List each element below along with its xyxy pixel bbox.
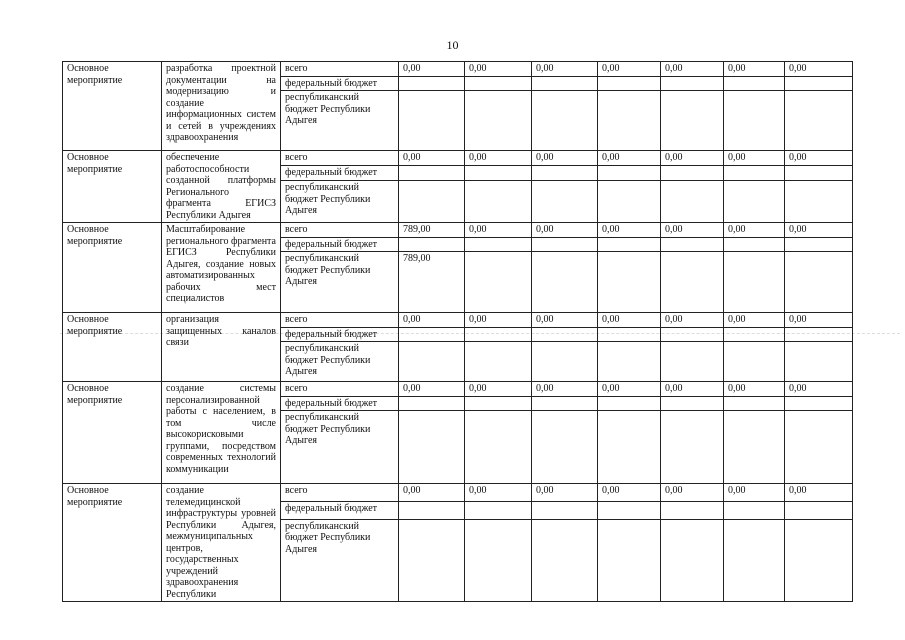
funding-source-cell: республиканский бюджет Республики Адыгея (281, 411, 399, 484)
amount-cell (465, 411, 532, 484)
description-cell: организация защищенных каналов связи (162, 313, 281, 382)
amount-cell (661, 411, 724, 484)
amount-cell: 0,00 (598, 313, 661, 328)
amount-cell (399, 91, 465, 151)
amount-cell (598, 237, 661, 252)
budget-table (62, 61, 853, 602)
amount-cell: 0,00 (399, 313, 465, 328)
amount-cell (785, 327, 853, 342)
amount-cell (465, 237, 532, 252)
description-cell: создание телемедицинской инфраструктуры уровней Республики Адыгея, межмуниципальных центров, государственных учреждений здравоохранения Республики (162, 484, 281, 602)
amount-cell: 0,00 (399, 382, 465, 397)
amount-cell: 0,00 (465, 313, 532, 328)
amount-cell (532, 252, 598, 313)
activity-cell: Основное мероприятие (63, 223, 162, 313)
funding-source-cell: федеральный бюджет (281, 396, 399, 411)
table-row (63, 223, 853, 238)
amount-cell (532, 76, 598, 91)
amount-cell (661, 396, 724, 411)
amount-cell: 0,00 (724, 382, 785, 397)
amount-cell (465, 501, 532, 519)
amount-cell: 0,00 (661, 484, 724, 502)
description-cell: обеспечение работоспособности созданной платформы Регионального фрагмента ЕГИСЗ Республики Адыгея (162, 151, 281, 223)
funding-source-cell: республиканский бюджет Республики Адыгея (281, 91, 399, 151)
amount-cell (724, 237, 785, 252)
amount-cell (661, 76, 724, 91)
amount-cell (785, 166, 853, 181)
amount-cell: 0,00 (532, 62, 598, 77)
amount-cell: 0,00 (785, 62, 853, 77)
amount-cell (785, 342, 853, 382)
amount-cell (598, 76, 661, 91)
amount-cell: 0,00 (532, 484, 598, 502)
description-cell: разработка проектной документации на модернизацию и создание информационных систем и сетей в учреждениях здравоохранения (162, 62, 281, 151)
amount-cell: 0,00 (724, 313, 785, 328)
amount-cell: 0,00 (785, 484, 853, 502)
amount-cell: 0,00 (661, 151, 724, 166)
funding-source-cell: федеральный бюджет (281, 166, 399, 181)
amount-cell (785, 76, 853, 91)
table-row (63, 313, 853, 328)
amount-cell (661, 501, 724, 519)
amount-cell (465, 396, 532, 411)
amount-cell (465, 91, 532, 151)
amount-cell (399, 501, 465, 519)
amount-cell (785, 181, 853, 223)
amount-cell (399, 237, 465, 252)
activity-cell: Основное мероприятие (63, 62, 162, 151)
amount-cell (785, 252, 853, 313)
amount-cell: 0,00 (532, 382, 598, 397)
amount-cell (661, 327, 724, 342)
amount-cell (465, 166, 532, 181)
description-cell: Масштабирование регионального фрагмента ЕГИСЗ Республики Адыгея, создание новых автоматизированных рабочих мест специалистов (162, 223, 281, 313)
amount-cell: 0,00 (598, 223, 661, 238)
amount-cell (598, 411, 661, 484)
amount-cell: 0,00 (661, 223, 724, 238)
amount-cell (465, 76, 532, 91)
amount-cell: 0,00 (465, 151, 532, 166)
funding-source-cell: республиканский бюджет Республики Адыгея (281, 519, 399, 601)
amount-cell (785, 396, 853, 411)
amount-cell (399, 166, 465, 181)
amount-cell (785, 91, 853, 151)
amount-cell (532, 501, 598, 519)
amount-cell (598, 91, 661, 151)
amount-cell (598, 519, 661, 601)
amount-cell (399, 181, 465, 223)
amount-cell: 0,00 (532, 151, 598, 166)
amount-cell: 0,00 (598, 151, 661, 166)
amount-cell: 0,00 (785, 382, 853, 397)
amount-cell (785, 411, 853, 484)
amount-cell (724, 327, 785, 342)
amount-cell (532, 411, 598, 484)
funding-source-cell: федеральный бюджет (281, 76, 399, 91)
amount-cell (399, 327, 465, 342)
amount-cell (661, 342, 724, 382)
amount-cell: 0,00 (724, 151, 785, 166)
funding-source-cell: республиканский бюджет Республики Адыгея (281, 181, 399, 223)
amount-cell (532, 181, 598, 223)
amount-cell (661, 237, 724, 252)
amount-cell (399, 396, 465, 411)
amount-cell: 0,00 (399, 151, 465, 166)
amount-cell (532, 342, 598, 382)
funding-source-cell: всего (281, 313, 399, 328)
funding-source-cell: республиканский бюджет Республики Адыгея (281, 342, 399, 382)
amount-cell (724, 252, 785, 313)
funding-source-cell: всего (281, 484, 399, 502)
amount-cell: 0,00 (661, 313, 724, 328)
activity-cell: Основное мероприятие (63, 484, 162, 602)
amount-cell: 0,00 (399, 484, 465, 502)
amount-cell: 789,00 (399, 252, 465, 313)
amount-cell (661, 519, 724, 601)
amount-cell: 0,00 (465, 382, 532, 397)
amount-cell (724, 91, 785, 151)
amount-cell (724, 411, 785, 484)
activity-cell: Основное мероприятие (63, 382, 162, 484)
amount-cell: 0,00 (598, 484, 661, 502)
amount-cell (598, 342, 661, 382)
amount-cell: 0,00 (532, 223, 598, 238)
amount-cell (724, 181, 785, 223)
amount-cell: 0,00 (724, 484, 785, 502)
amount-cell (724, 342, 785, 382)
amount-cell (598, 501, 661, 519)
amount-cell (532, 519, 598, 601)
amount-cell (661, 181, 724, 223)
amount-cell (399, 519, 465, 601)
amount-cell: 0,00 (785, 151, 853, 166)
amount-cell: 0,00 (465, 223, 532, 238)
funding-source-cell: республиканский бюджет Республики Адыгея (281, 252, 399, 313)
amount-cell: 0,00 (598, 382, 661, 397)
amount-cell (532, 396, 598, 411)
amount-cell (598, 166, 661, 181)
funding-source-cell: всего (281, 62, 399, 77)
amount-cell: 0,00 (661, 62, 724, 77)
activity-cell: Основное мероприятие (63, 151, 162, 223)
amount-cell (465, 181, 532, 223)
amount-cell: 0,00 (465, 62, 532, 77)
amount-cell (785, 519, 853, 601)
amount-cell: 0,00 (724, 223, 785, 238)
amount-cell: 0,00 (465, 484, 532, 502)
amount-cell: 0,00 (785, 223, 853, 238)
amount-cell (724, 396, 785, 411)
amount-cell (724, 519, 785, 601)
amount-cell (465, 519, 532, 601)
amount-cell (465, 252, 532, 313)
amount-cell (465, 342, 532, 382)
amount-cell (598, 252, 661, 313)
funding-source-cell: всего (281, 223, 399, 238)
amount-cell (661, 166, 724, 181)
amount-cell (399, 411, 465, 484)
activity-cell: Основное мероприятие (63, 313, 162, 382)
amount-cell (532, 327, 598, 342)
description-cell: создание системы персонализированной работы с населением, в том числе высокорисковыми группами, посредством современных технологий коммуникации (162, 382, 281, 484)
amount-cell (532, 91, 598, 151)
amount-cell (598, 327, 661, 342)
amount-cell (598, 396, 661, 411)
table-row (63, 382, 853, 397)
amount-cell (724, 166, 785, 181)
amount-cell (532, 166, 598, 181)
amount-cell: 0,00 (724, 62, 785, 77)
amount-cell: 0,00 (598, 62, 661, 77)
table-row (63, 484, 853, 502)
amount-cell (661, 252, 724, 313)
amount-cell (465, 327, 532, 342)
amount-cell: 0,00 (661, 382, 724, 397)
funding-source-cell: федеральный бюджет (281, 501, 399, 519)
amount-cell (399, 342, 465, 382)
amount-cell: 0,00 (532, 313, 598, 328)
amount-cell: 0,00 (785, 313, 853, 328)
funding-source-cell: всего (281, 151, 399, 166)
amount-cell (399, 76, 465, 91)
amount-cell: 789,00 (399, 223, 465, 238)
amount-cell (532, 237, 598, 252)
amount-cell (785, 501, 853, 519)
amount-cell (598, 181, 661, 223)
amount-cell: 0,00 (399, 62, 465, 77)
funding-source-cell: всего (281, 382, 399, 397)
amount-cell (661, 91, 724, 151)
funding-source-cell: федеральный бюджет (281, 327, 399, 342)
funding-source-cell: федеральный бюджет (281, 237, 399, 252)
amount-cell (785, 237, 853, 252)
amount-cell (724, 501, 785, 519)
page-number: 10 (446, 38, 459, 52)
table-row (63, 151, 853, 166)
table-row (63, 62, 853, 77)
amount-cell (724, 76, 785, 91)
